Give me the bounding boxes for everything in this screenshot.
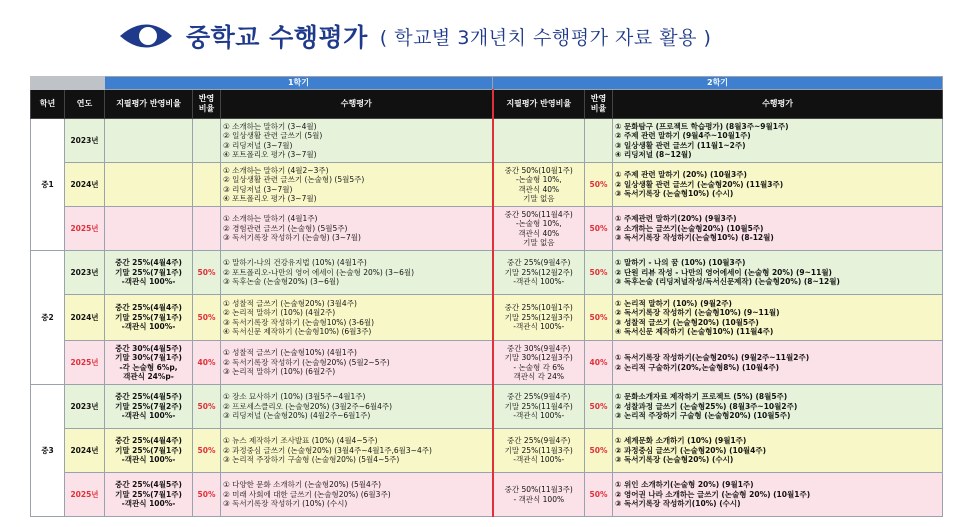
assessment-item: ④ 독서신문 제작하기 (논술형10%) (11월4주) [615,327,774,336]
s1-ratio-cell [193,119,221,163]
s1-exam-ratio-cell: 중간 25%(4월4주) 기말 25%(7월1주) -객관식 100%- [105,429,193,473]
assessment-item: ② 영어권 나라 소개하는 글쓰기 (논술형 20%) (10월1주) [615,489,811,499]
page-title: 중학교 수행평가 [186,23,368,52]
table-row [31,251,943,295]
assessment-item: ① 세계문화 소개하기 (10%) (9월1주) [615,436,747,446]
assessment-item: ① 문화탐구 (프로젝트 학습평가) (8월3주~9월1주) [615,121,789,131]
assessment-item: ② 과정중심 글쓰기 (논술형20%) (3월4주~4월1주,6월3~4주) [223,445,432,455]
col-s1-exam-ratio: 지필평가 반영비율 [105,90,193,119]
assessment-item: ③ 독후논술 (논술형20%) (3~6월) [223,277,340,287]
s1-assessment-cell [221,119,493,163]
s2-exam-ratio-cell: 중간 50%(11월4주) -논술형 10%, 객관식 40% 기말 없음 [493,207,585,251]
s2-ratio-cell: 40% [585,341,613,385]
s1-assessment-cell [221,473,493,517]
s2-exam-ratio-cell: 중간 25%(9월4주) 기말 25%(11월3주) -객관식 100%- [493,429,585,473]
assessment-item: ② 단원 리뷰 작성 - 나만의 영어에세이 (논술형 20%) (9~11월) [615,267,832,277]
assessment-item: ③ 독서기록장 (논술형10%) (수시) [615,189,734,199]
s1-assessment-cell [221,251,493,295]
s1-assessment-cell [221,163,493,207]
assessment-item: ④ 포트폴리오 평가 (3~7월) [223,150,317,159]
s1-ratio-cell: 40% [193,341,221,385]
assessment-item: ③ 독서기록장 작성하기(논술형10%) (8-12월) [615,233,774,243]
s2-assessment-cell [613,207,943,251]
assessment-item: ③ 성찰적 글쓰기 (논술형20%) (10월5주) [615,317,759,327]
s2-ratio-cell: 50% [585,251,613,295]
year-cell: 2023년 [65,251,105,295]
assessment-item: ① 소개하는 말하기 (4월1주) [223,214,318,224]
assessment-item: ① 소개하는 말하기 (4월2~3주) [223,165,329,175]
s1-ratio-cell: 50% [193,429,221,473]
col-s2-ratio: 반영 비율 [585,90,613,119]
s1-exam-ratio-cell [105,119,193,163]
s1-assessment-cell [221,207,493,251]
s1-assessment-cell [221,385,493,429]
s2-assessment-cell [613,119,943,163]
s2-ratio-cell: 50% [585,385,613,429]
grade-cell: 중1 [31,119,65,251]
s1-ratio-cell: 50% [193,473,221,517]
table-row [31,473,943,517]
s1-exam-ratio-cell: 중간 25%(4월5주) 기말 25%(7월1주) -객관식 100%- [105,473,193,517]
assessment-item: ② 주제 관련 말하기 (9월4주~10월1주) [615,131,751,140]
assessment-item: ② 성찰과정 글쓰기 (논술형25%) (8월3주~10월2주) [615,401,798,411]
s1-ratio-cell: 50% [193,385,221,429]
assessment-item: ① 소개하는 말하기 (3~4월) [223,121,317,131]
table-row [31,429,943,473]
assessment-item: ③ 독후논술 (리딩저널작성/독서신문제작) (논술형20%) (8~12월) [615,277,840,287]
assessment-item: ① 주제 관련 말하기 (20%) (10월3주) [615,170,747,180]
assessment-item: ② 독서기록장 작성하기 (논술형20%) (5월2~5주) [223,357,390,367]
s2-exam-ratio-cell [493,119,585,163]
assessment-item: ② 일상생활 관련 글쓰기 (논술형20%) (11월3주) [615,179,784,189]
s2-ratio-cell: 50% [585,473,613,517]
s1-exam-ratio-cell: 중간 30%(4월5주) 기말 30%(7월1주) -각 논술형 6%p, 객관식 24%p- [105,341,193,385]
s1-assessment-cell [221,341,493,385]
assessment-table [30,76,943,517]
col-s2-assessment: 수행평가 [613,90,943,119]
s2-assessment-cell [613,385,943,429]
table-body [31,119,943,517]
s2-ratio-cell: 50% [585,295,613,341]
assessment-item: ① 성찰적 글쓰기 (논술형10%) (4월1주) [223,348,357,358]
s2-ratio-cell [585,119,613,163]
s2-ratio-cell: 50% [585,207,613,251]
assessment-item: ① 말하기-나의 건강유지법 (10%) (4월1주) [223,258,367,268]
assessment-item: ③ 일상생활 관련 글쓰기 (11월1~2주) [615,140,746,150]
page-header [118,14,711,58]
s2-exam-ratio-cell: 중간 30%(9월4주) 기말 30%(12월3주) - 논술형 각 6% 객관식 각 24% [493,341,585,385]
assessment-item: ① 위인 소개하기(논술형 20%) (9월1주) [615,480,754,490]
assessment-item: ① 논리적 말하기 (10%) (9월2주) [615,298,732,308]
s1-exam-ratio-cell: 중간 25%(4월4주) 기말 25%(7월1주) -객관식 100%- [105,295,193,341]
col-s1-ratio: 반영 비율 [193,90,221,119]
s1-exam-ratio-cell [105,163,193,207]
s2-assessment-cell [613,251,943,295]
corner-cell [31,77,105,90]
year-cell: 2024년 [65,429,105,473]
year-cell: 2025년 [65,341,105,385]
grade-cell: 중3 [31,385,65,517]
year-cell: 2024년 [65,163,105,207]
s2-assessment-cell [613,341,943,385]
grade-cell: 중2 [31,251,65,385]
s2-exam-ratio-cell: 중간 25%(9월4주) 기말 25%(11월4주) -객관식 100%- [493,385,585,429]
s2-ratio-cell: 50% [585,163,613,207]
assessment-item: ③ 논리적 주장하기 구술형 (논술형20%) (5월4~5주) [223,455,400,465]
table-row [31,207,943,251]
col-year: 연도 [65,90,105,119]
s2-assessment-cell [613,163,943,207]
s2-exam-ratio-cell: 중간 50%(11월3주) - 객관식 100% [493,473,585,517]
s1-exam-ratio-cell [105,207,193,251]
assessment-item: ② 논리적 구술하기(20%,논술형8%) (10월4주) [615,362,780,372]
table-row [31,119,943,163]
s1-exam-ratio-cell: 중간 25%(4월4주) 기말 25%(7월1주) -객관식 100%- [105,251,193,295]
s1-assessment-cell [221,429,493,473]
assessment-item: ④ 독서신문 제작하기 (논술형10%) (6월3주) [223,327,372,336]
table-row [31,295,943,341]
assessment-item: ② 포트폴리오-나만의 영어 에세이 (논술형 20%) (3~6월) [223,267,415,277]
table-row [31,163,943,207]
assessment-item: ③ 논리적 말하기 (10%) (6월2주) [223,367,336,377]
semester-1-header: 1학기 [105,77,493,90]
assessment-item: ④ 리딩저널 (8~12월) [615,150,692,159]
assessment-item: ① 주제관련 말하기(20%) (9월3주) [615,214,737,224]
assessment-item: ④ 포트폴리오 평가 (3~7월) [223,194,317,203]
assessment-item: ① 문화소개자료 제작하기 프로젝트 (5%) (8월5주) [615,392,788,402]
assessment-item: ③ 리딩저널 (3~7월) [223,184,293,194]
assessment-item: ② 미래 사회에 대한 글쓰기 (논술형20%) (6월3주) [223,489,391,499]
assessment-item: ③ 독서기록장 (논술형20%) (수시) [615,455,734,465]
assessment-item: ③ 독서기록장 작성하기(10%) (수시) [615,499,741,509]
s1-ratio-cell: 50% [193,295,221,341]
s2-assessment-cell [613,473,943,517]
assessment-item: ① 뉴스 제작하기 조사발표 (10%) (4월4~5주) [223,436,378,446]
table-row [31,385,943,429]
s2-exam-ratio-cell: 중간 50%(10월1주) -논술형 10%, 객관식 40% 기말 없음 [493,163,585,207]
assessment-item: ② 소개하는 글쓰기(논술형20%) (10월5주) [615,223,764,233]
assessment-item: ③ 독서기록장 작성하기 (10%) (수시) [223,499,348,509]
page-subtitle: ( 학교별 3개년치 수행평가 자료 활용 ) [379,26,712,49]
s1-ratio-cell [193,207,221,251]
assessment-item: ① 장소 묘사하기 (10%) (3월5주~4월1주) [223,392,366,402]
year-cell: 2025년 [65,473,105,517]
assessment-item: ② 과정중심 글쓰기 (논술형20%) (10월4주) [615,445,767,455]
assessment-item: ① 다양한 문화 소개하기 (논술형20%) (5월4주) [223,480,381,490]
assessment-item: ① 독서기록장 작성하기(논술형20%) (9월2주~11월2주) [615,353,810,362]
year-cell: 2023년 [65,119,105,163]
assessment-item: ② 경험관련 글쓰기 (논술형) (5월5주) [223,223,348,233]
eye-logo-icon [118,19,174,53]
s2-assessment-cell [613,429,943,473]
assessment-item: ③ 리딩저널 (3~7월) [223,140,293,150]
s2-exam-ratio-cell: 중간 25%(9월4주) 기말 25%(12월2주) -객관식 100%- [493,251,585,295]
year-cell: 2024년 [65,295,105,341]
assessment-item: ① 말하기 - 나의 꿈 (10%) (10월3주) [615,258,746,268]
s1-exam-ratio-cell: 중간 25%(4월5주) 기말 25%(7월2주) -객관식 100%- [105,385,193,429]
s2-exam-ratio-cell: 중간 25%(10월1주) 기말 25%(12월3주) -객관식 100%- [493,295,585,341]
year-cell: 2025년 [65,207,105,251]
assessment-item: ② 프로세스클리오 (논술형20%) (3월2주~6월4주) [223,401,393,411]
col-s2-exam-ratio: 지필평가 반영비율 [493,90,585,119]
assessment-item: ③ 독서기록장 작성하기 (논술형10%) (3-6월) [223,317,375,327]
semester-2-header: 2학기 [493,77,943,90]
year-cell: 2023년 [65,385,105,429]
assessment-item: ③ 독서기록장 작성하기 (논술형) (3~7월) [223,233,361,243]
assessment-item: ② 독서기록장 작성하기 (논술형10%) (9~11월) [615,308,780,317]
s2-ratio-cell: 50% [585,429,613,473]
col-s1-assessment: 수행평가 [221,90,493,119]
assessment-item: ② 일상생활 관련 글쓰기 (논술형) (5월5주) [223,175,365,184]
table-row [31,341,943,385]
assessment-item: ② 일상생활 관련 글쓰기 (5월) [223,131,323,140]
assessment-item: ① 성찰적 글쓰기 (논술형20%) (3월4주) [223,298,357,308]
col-grade: 학년 [31,90,65,119]
s1-ratio-cell: 50% [193,251,221,295]
assessment-item: ② 논리적 말하기 (10%) (4월2주) [223,308,336,317]
s1-assessment-cell [221,295,493,341]
assessment-item: ③ 논리적 주장하기 구술형 (논술형20%) (10월5주) [615,411,791,421]
s2-assessment-cell [613,295,943,341]
assessment-item: ③ 리딩저널 (논술형20%) (4월2주~6월1주) [223,411,371,421]
s1-ratio-cell [193,163,221,207]
